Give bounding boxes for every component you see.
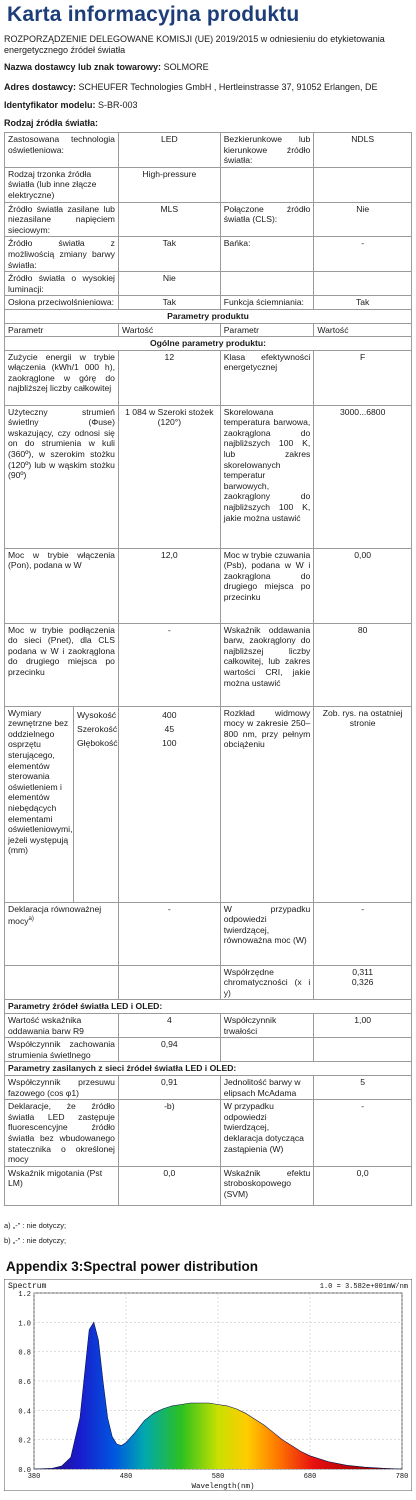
y-tick-label: 0.2 bbox=[18, 1437, 31, 1446]
cell: Połączone źródło światła (CLS): bbox=[220, 202, 314, 237]
cell: 1,00 bbox=[314, 1014, 412, 1038]
cell: 5 bbox=[314, 1076, 412, 1100]
y-tick-label: 0.6 bbox=[18, 1379, 31, 1387]
dimensions-row bbox=[5, 706, 412, 902]
y-tick-label: 1.0 bbox=[18, 1320, 31, 1329]
dimensions-cell bbox=[5, 706, 119, 902]
cell: - bbox=[314, 237, 412, 272]
dim-value: 400 bbox=[162, 709, 177, 720]
cell bbox=[314, 272, 412, 296]
cell: 80 bbox=[314, 623, 412, 706]
cell bbox=[220, 1038, 314, 1062]
cell: Rozkład widmowy mocy w zakresie 250–800 nm, przy pełnym obciążeniu bbox=[220, 706, 314, 902]
table-row bbox=[5, 405, 412, 548]
dim-name: Głębokość bbox=[77, 737, 118, 748]
table-row bbox=[5, 623, 412, 706]
table-row bbox=[5, 548, 412, 623]
x-tick-label: 480 bbox=[119, 1473, 133, 1481]
y-tick-label: 0.4 bbox=[18, 1408, 31, 1417]
cell bbox=[220, 272, 314, 296]
cell: 1 084 w Szeroki stożek (120°) bbox=[118, 405, 220, 548]
dim-name: Szerokość bbox=[77, 723, 118, 734]
cell: Deklaracje, że źródło światła LED zastępuje fluorescencyjne źródło światła bez wbudowanego statecznika o określonej mocy bbox=[5, 1100, 119, 1167]
x-tick-label: 580 bbox=[211, 1473, 225, 1481]
spectrum-chart bbox=[4, 1279, 412, 1491]
cell: Zużycie energii w trybie włączenia (kWh/1 000 h), zaokrąglone w górę do najbliższej liczby całkowitej bbox=[5, 350, 119, 405]
address-value: SCHEUFER Technologies GmbH , Hertleinstrasse 37, 91052 Erlangen, DE bbox=[78, 82, 378, 92]
cell: Zastosowana technologia oświetleniowa: bbox=[5, 133, 119, 168]
cell: Współczynnik przesuwu fazowego (cos φ1) bbox=[5, 1076, 119, 1100]
dim-value: 45 bbox=[164, 723, 175, 734]
cell: W przypadku odpowiedzi twierdzącej, deklaracja dotycząca zastąpienia (W) bbox=[220, 1100, 314, 1167]
cell: Źródło światła z możliwością zmiany barwy światła: bbox=[5, 237, 119, 272]
dim-name: Wysokość bbox=[77, 709, 117, 720]
cell: Współczynnik trwałości bbox=[220, 1014, 314, 1038]
cell: Funkcja ściemniania: bbox=[220, 296, 314, 310]
page-title: Karta informacyjna produktu bbox=[7, 3, 300, 26]
section-header bbox=[5, 309, 412, 323]
table-row bbox=[5, 272, 412, 296]
table-row bbox=[5, 350, 412, 405]
chart-title: Spectrum bbox=[8, 1282, 47, 1291]
chart-annotation: 1.0 = 3.582e+001mW/nm bbox=[319, 1283, 408, 1291]
cell: Tak bbox=[118, 296, 220, 310]
cell: NDLS bbox=[314, 133, 412, 168]
cell: MLS bbox=[118, 202, 220, 237]
cell: 0,00 bbox=[314, 548, 412, 623]
table-row bbox=[5, 965, 412, 1000]
cell bbox=[5, 965, 119, 1000]
x-tick-label: 680 bbox=[303, 1473, 317, 1481]
table-row bbox=[5, 902, 412, 965]
cell: Tak bbox=[118, 237, 220, 272]
cell: - bbox=[118, 902, 220, 965]
table-row bbox=[5, 237, 412, 272]
cell: 3000...6800 bbox=[314, 405, 412, 548]
dimensions-names bbox=[74, 707, 121, 902]
cell: 12,0 bbox=[118, 548, 220, 623]
cell: 12 bbox=[118, 350, 220, 405]
cell: Klasa efektywności energetycznej bbox=[220, 350, 314, 405]
cell: Jednolitość barwy w elipsach McAdama bbox=[220, 1076, 314, 1100]
cell bbox=[118, 965, 220, 1000]
cell: Współrzędne chromatyczności (x i y) bbox=[220, 965, 314, 1000]
cell: 0,91 bbox=[118, 1076, 220, 1100]
cell: Bańka: bbox=[220, 237, 314, 272]
table-row bbox=[5, 167, 412, 202]
cell: Współczynnik zachowania strumienia świetlnego bbox=[5, 1038, 119, 1062]
column-header: Parametr bbox=[220, 323, 314, 337]
address-label: Adres dostawcy: bbox=[4, 82, 77, 92]
cell: - bbox=[118, 623, 220, 706]
section-header bbox=[5, 1062, 412, 1076]
cell: LED bbox=[118, 133, 220, 168]
cell: Zob. rys. na ostatniej stronie bbox=[314, 706, 412, 902]
supplier-line bbox=[4, 62, 412, 73]
x-tick-label: 380 bbox=[27, 1473, 41, 1481]
y-tick-label: 1.2 bbox=[18, 1291, 31, 1299]
table-row bbox=[5, 1076, 412, 1100]
regulation-text: ROZPORZĄDZENIE DELEGOWANE KOMISJI (UE) 2019/2015 w odniesieniu do etykietowania energetycznego źródeł światła bbox=[4, 34, 385, 55]
led-title: Parametry źródeł światła LED i OLED: bbox=[5, 1000, 412, 1014]
cell: - bbox=[314, 902, 412, 965]
table-row bbox=[5, 133, 412, 168]
cell: Skorelowana temperatura barwowa, zaokrąglona do najbliższych 100 K, lub zakres skorelowanych temperatur barwowych, zaokrąglony do najbliższych 100 K, jakie można ustawić bbox=[220, 405, 314, 548]
table-row bbox=[5, 1166, 412, 1205]
cell: Moc w trybie podłączenia do sieci (Pnet), dla CLS podana w W i zaokrąglona do drugiego miejsca po przecinku bbox=[5, 623, 119, 706]
cell: - bbox=[314, 1100, 412, 1167]
cell bbox=[220, 167, 314, 202]
cell: 0,311 0,326 bbox=[314, 965, 412, 1000]
general-title: Ogólne parametry produktu: bbox=[5, 337, 412, 351]
supplier-value: SOLMORE bbox=[163, 62, 209, 72]
cell: Wartość wskaźnika oddawania barw R9 bbox=[5, 1014, 119, 1038]
cell: Źródło światła zasilane lub niezasilane napięciem sieciowym: bbox=[5, 202, 119, 237]
section-header bbox=[5, 1000, 412, 1014]
y-tick-label: 0.8 bbox=[18, 1349, 31, 1358]
footnote-b: b) „-” : nie dotyczy; bbox=[4, 1236, 67, 1245]
source-type-label: Rodzaj źródła światła: bbox=[4, 118, 99, 128]
cell bbox=[314, 1038, 412, 1062]
cell: -b) bbox=[118, 1100, 220, 1167]
cell: Bezkierunkowe lub kierunkowe źródło światła: bbox=[220, 133, 314, 168]
table-row bbox=[5, 1100, 412, 1167]
cell bbox=[314, 167, 412, 202]
cell: Wskaźnik oddawania barw, zaokrąglony do najbliższej liczby całkowitej, lub zakres wartości CRI, jakie można ustawić bbox=[220, 623, 314, 706]
section-header bbox=[5, 337, 412, 351]
dim-value: 100 bbox=[162, 737, 177, 748]
x-axis-label: Wavelength(nm) bbox=[191, 1483, 255, 1491]
params-title: Parametry produktu bbox=[5, 309, 412, 323]
cell: 4 bbox=[118, 1014, 220, 1038]
cell: Nie bbox=[118, 272, 220, 296]
footnote-a: a) „-” : nie dotyczy; bbox=[4, 1221, 67, 1230]
model-label: Identyfikator modelu: bbox=[4, 100, 96, 110]
cell: Osłona przeciwolśnieniowa: bbox=[5, 296, 119, 310]
column-header: Wartość bbox=[314, 323, 412, 337]
x-tick-label: 780 bbox=[395, 1473, 409, 1481]
cell: Nie bbox=[314, 202, 412, 237]
cell: Rodzaj trzonka źródła światła (lub inne złącze elektryczne) bbox=[5, 167, 119, 202]
table-row bbox=[5, 1038, 412, 1062]
cell: 0,94 bbox=[118, 1038, 220, 1062]
cell: High-pressure bbox=[118, 167, 220, 202]
table-row bbox=[5, 296, 412, 310]
product-table bbox=[4, 132, 412, 1206]
cell: Wskaźnik efektu stroboskopowego (SVM) bbox=[220, 1166, 314, 1205]
source-type-line bbox=[4, 118, 412, 129]
cell: Moc w trybie czuwania (Psb), podana w W i zaokrąglona do drugiego miejsca po przecinku bbox=[220, 548, 314, 623]
cell: 0,0 bbox=[314, 1166, 412, 1205]
cell: Deklaracja równoważnej mocy$^{a)}$ bbox=[5, 902, 119, 965]
dimensions-values bbox=[118, 706, 220, 902]
supplier-label: Nazwa dostawcy lub znak towarowy: bbox=[4, 62, 162, 72]
cell: Moc w trybie włączenia (Pon), podana w W bbox=[5, 548, 119, 623]
table-row bbox=[5, 1014, 412, 1038]
column-header: Parametr bbox=[5, 323, 119, 337]
model-line bbox=[4, 100, 412, 111]
cell: Wskaźnik migotania (Pst LM) bbox=[5, 1166, 119, 1205]
cell: Źródło światła o wysokiej luminacji: bbox=[5, 272, 119, 296]
address-line bbox=[4, 82, 412, 93]
appendix-title: Appendix 3:Spectral power distribution bbox=[6, 1259, 259, 1274]
cell: 0,0 bbox=[118, 1166, 220, 1205]
column-header: Wartość bbox=[118, 323, 220, 337]
cell: Użyteczny strumień świetlny (Φuse) wskazujący, czy odnosi się on do strumienia w kuli (360º), w szerokim stożku (120º) lub w wąskim stożku (90º) bbox=[5, 405, 119, 548]
cell: W przypadku odpowiedzi twierdzącej, równoważna moc (W) bbox=[220, 902, 314, 965]
table-row bbox=[5, 202, 412, 237]
cell: F bbox=[314, 350, 412, 405]
cell: Tak bbox=[314, 296, 412, 310]
column-header-row bbox=[5, 323, 412, 337]
y-tick-label: 0.0 bbox=[18, 1467, 31, 1475]
model-value: S-BR-003 bbox=[98, 100, 138, 110]
mains-title: Parametry zasilanych z sieci źródeł światła LED i OLED: bbox=[5, 1062, 412, 1076]
dimensions-label: Wymiary zewnętrzne bez oddzielnego osprzętu sterującego, elementów sterowania oświetleniem i elementów niebędących elementami oświetleniowymi, jeżeli występują (mm) bbox=[5, 707, 74, 902]
